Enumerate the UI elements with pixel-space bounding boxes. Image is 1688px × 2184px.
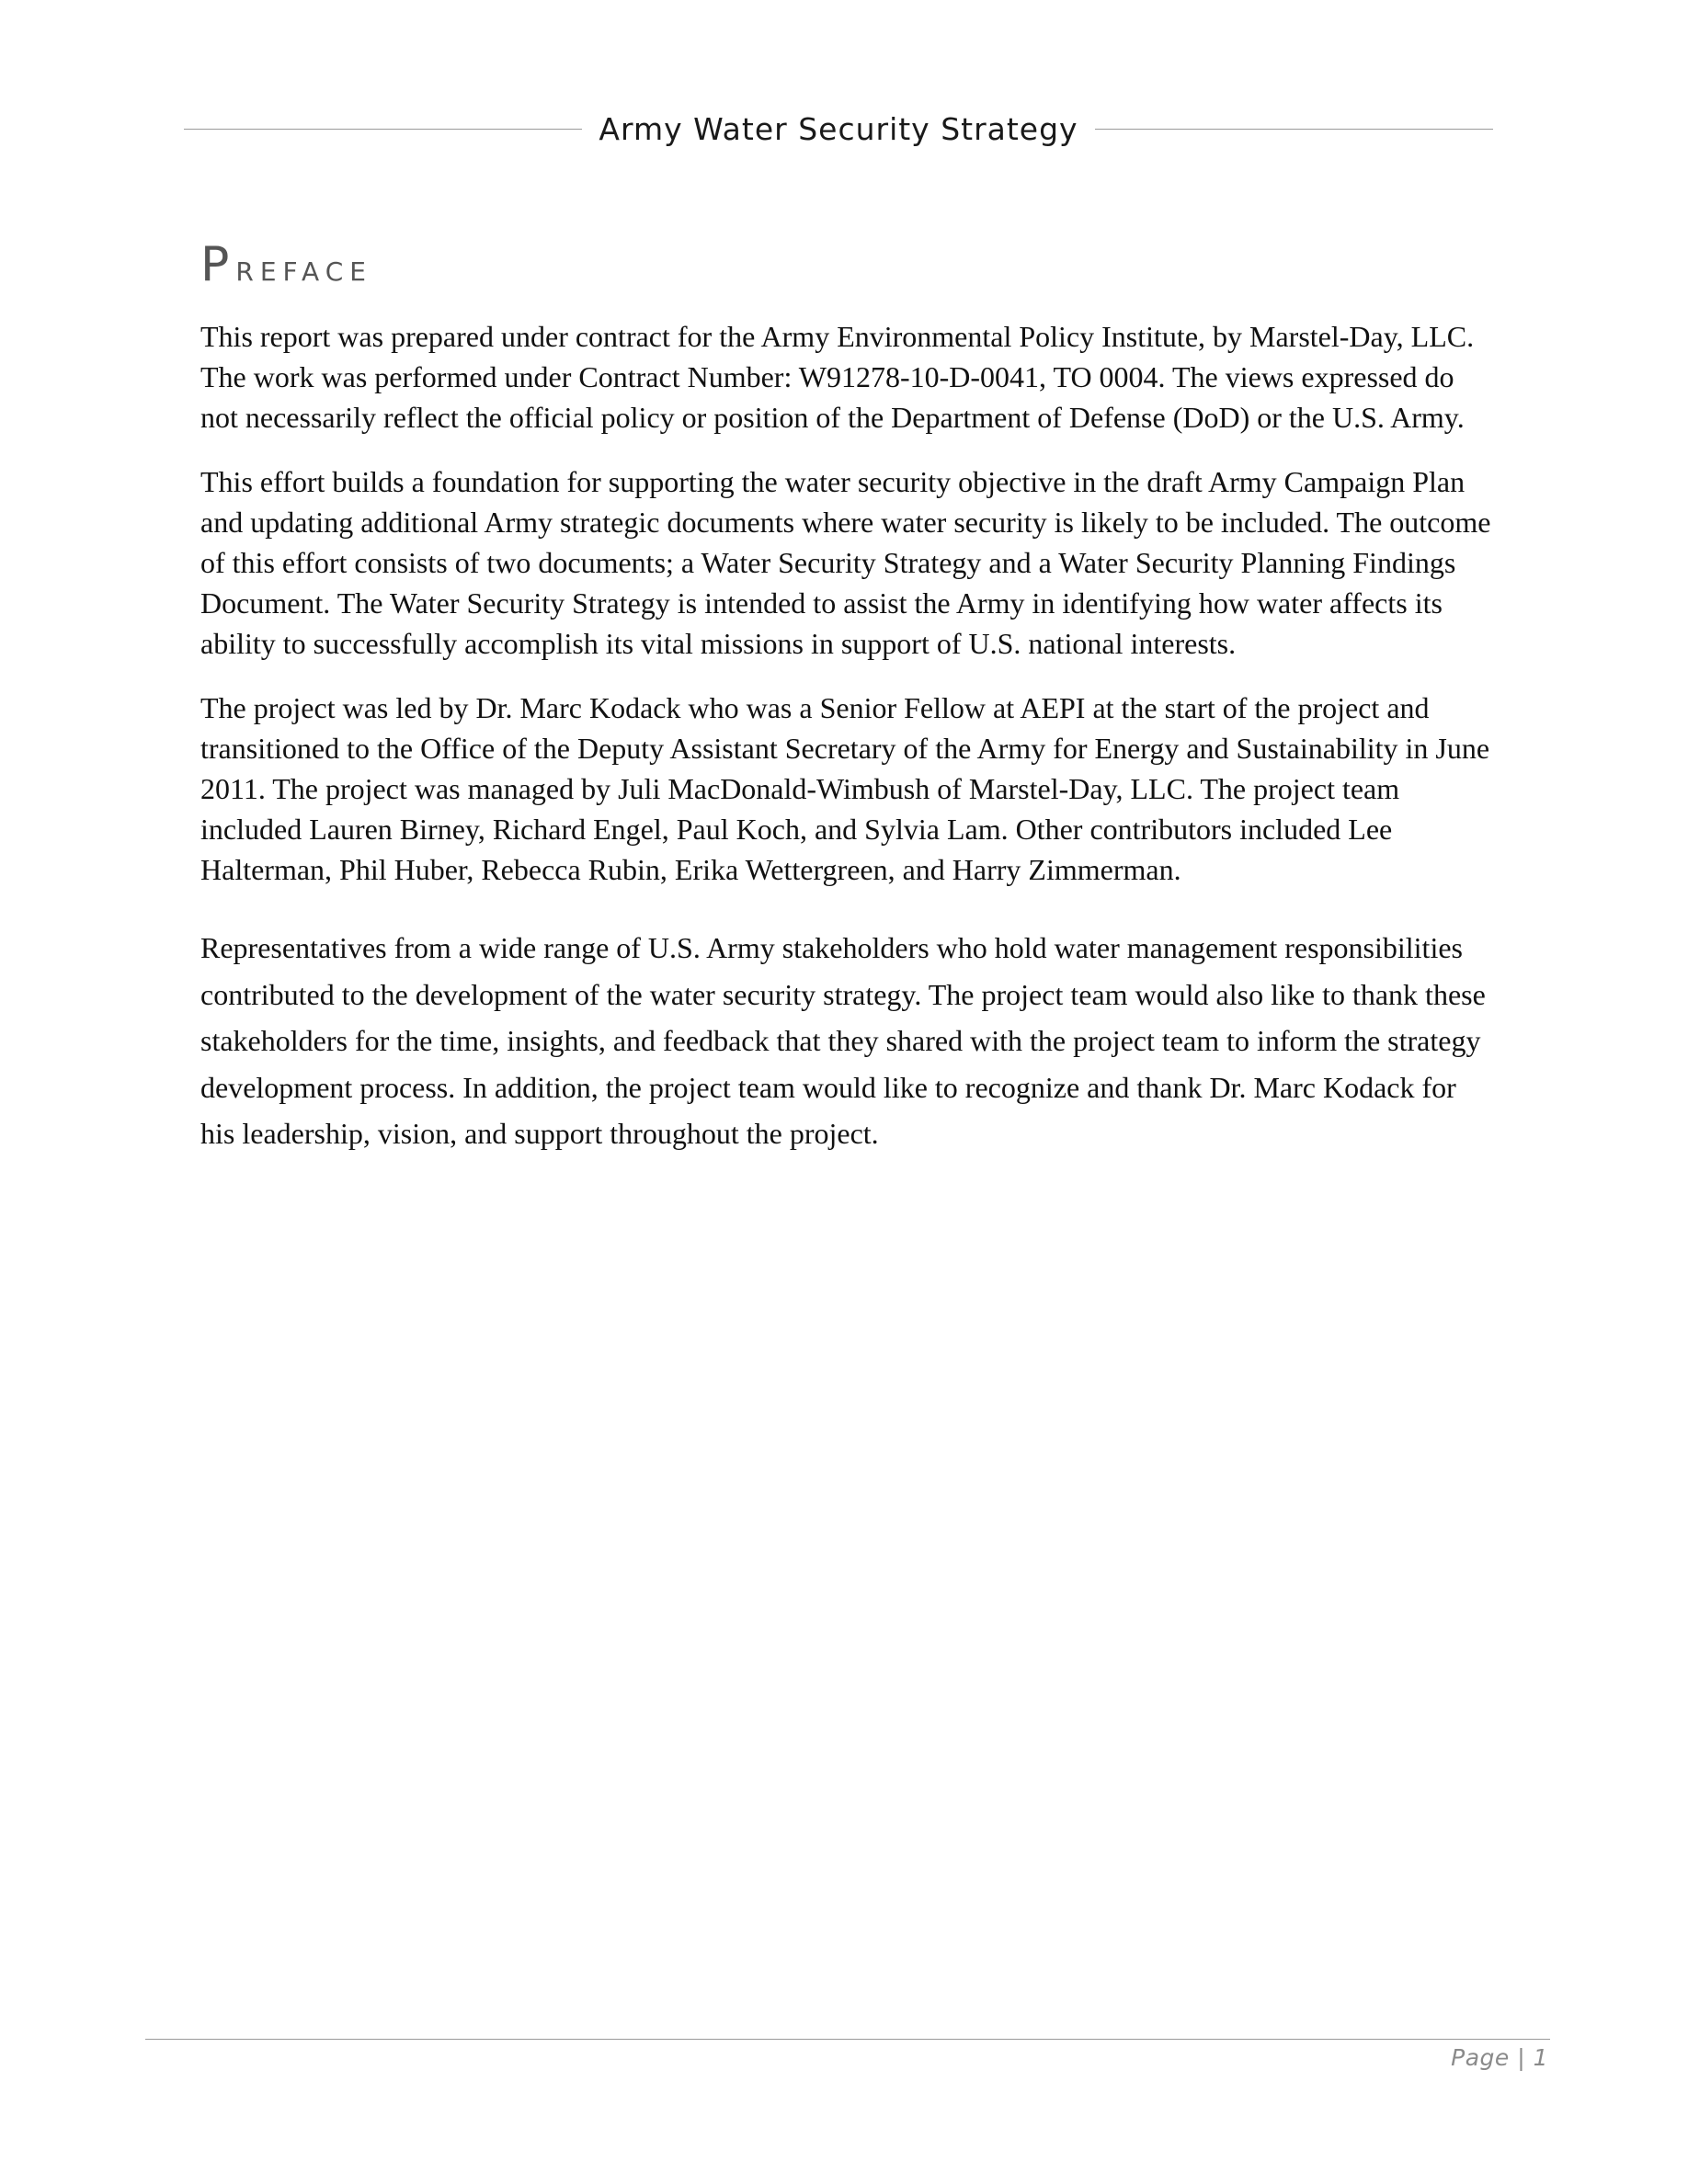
paragraph-acknowledgements: Representatives from a wide range of U.S. Army stakeholders who hold water management responsibilities contributed to the development of the water security strategy. The project team would also like to thank these stakeholders for the time, insights, and feedback that they shared with the project team to inform the strategy development process. In addition, the project team would like to recognize and thank Dr. Marc Kodack for his leadership, vision, and support throughout the project. — [200, 931, 1486, 1150]
paragraph-project-team: The project was led by Dr. Marc Kodack who was a Senior Fellow at AEPI at the start of the project and transitioned to the Office of the Deputy Assistant Secretary of the Army for Energy and Sustainability in June 2011. The project was managed by Juli MacDonald-Wimbush of Marstel-Day, LLC. The project team included Lauren Birney, Richard Engel, Paul Koch, and Sylvia Lam. Other contributors included Lee Halterman, Phil Huber, Rebecca Rubin, Erika Wettergreen, and Harry Zimmerman. — [200, 691, 1490, 886]
body-text — [200, 316, 1497, 1181]
header-rule-left — [184, 129, 582, 130]
paragraph-contract: This report was prepared under contract for the Army Environmental Policy Institute, by Marstel-Day, LLC. The work was performed under Contract Number: W91278-10-D-0041, TO 0004. The views expressed do not necessarily reflect the official policy or position of the Department of Defense (DoD) or the U.S. Army. — [200, 320, 1475, 434]
paragraph-effort: This effort builds a foundation for supporting the water security objective in the draft Army Campaign Plan and updating additional Army strategic documents where water security is likely to be included. The outcome of this effort consists of two documents; a Water Security Strategy and a Water Security Planning Findings Document. The Water Security Strategy is intended to assist the Army in identifying how water affects its ability to successfully accomplish its vital missions in support of U.S. national interests. — [200, 465, 1491, 660]
page-title-rest: reface — [235, 247, 372, 290]
page-title-initial: P — [200, 237, 236, 292]
page-number: Page | 1 — [1451, 2044, 1548, 2071]
header-title: Army Water Security Strategy — [599, 110, 1078, 147]
page-title — [200, 237, 372, 292]
running-header — [184, 103, 1493, 154]
footer-rule — [145, 2039, 1550, 2040]
header-rule-right — [1095, 129, 1493, 130]
